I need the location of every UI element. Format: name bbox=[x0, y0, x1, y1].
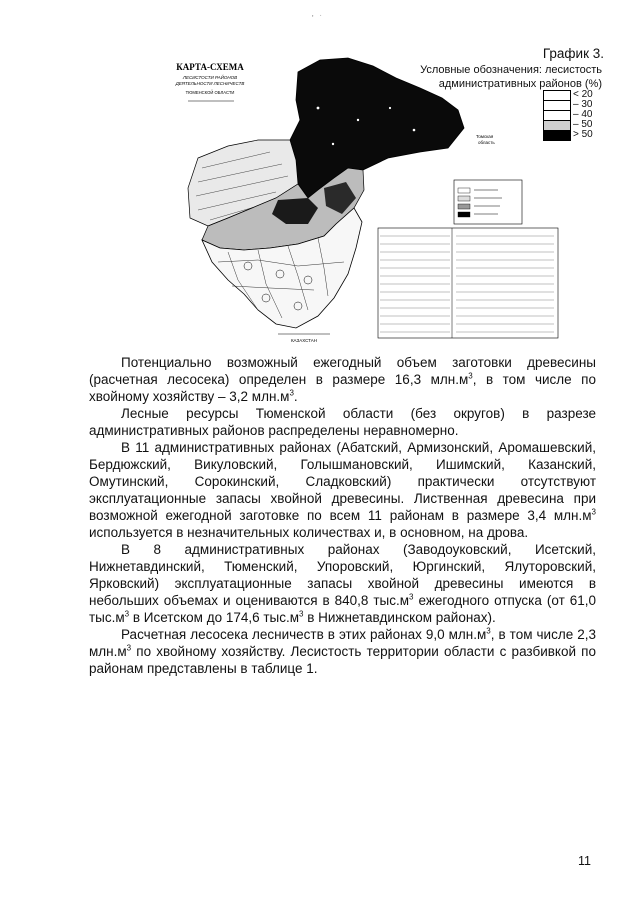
map-inner-legend-swatch bbox=[458, 212, 470, 217]
text-run: Расчетная лесосека лесничеств в этих районах 9,0 млн.м bbox=[121, 627, 487, 642]
text-run: , в том числе 2,3 млн.м bbox=[89, 627, 596, 659]
map-speck bbox=[413, 129, 416, 132]
legend-row bbox=[543, 130, 603, 140]
forest-cover-map-figure bbox=[158, 48, 604, 346]
map-inner-legend-swatch bbox=[458, 196, 470, 201]
superscript: 3 bbox=[591, 507, 596, 517]
map-inner-legend-swatch bbox=[458, 188, 470, 193]
superscript: 3 bbox=[126, 643, 132, 653]
scan-speck: ' ˙ bbox=[312, 14, 325, 23]
text-run: Потенциально возможный ежегодный объем заготовки древесины (расчетная лесосека) определен в размере 16,3 млн.м bbox=[89, 355, 596, 387]
page-number: 11 bbox=[578, 854, 591, 868]
body-text bbox=[89, 354, 596, 677]
paragraph-3 bbox=[89, 439, 596, 541]
legend-title bbox=[352, 63, 602, 91]
paragraph-2: Лесные ресурсы Тюменской области (без округов) в разрезе административных районов распределены неравномерно. bbox=[89, 406, 596, 438]
text-run: в Исетском до 174,6 тыс.м bbox=[129, 610, 300, 625]
legend-title-line2: административных районов (%) bbox=[438, 78, 602, 90]
legend-scale bbox=[543, 90, 603, 140]
map-speck bbox=[317, 107, 320, 110]
text-run: . bbox=[293, 389, 298, 404]
superscript: 3 bbox=[124, 609, 130, 619]
text-run: по хвойному хозяйству. Лесистость территории области с разбивкой по районам представлены в таблице 1. bbox=[89, 644, 596, 676]
superscript: 3 bbox=[299, 609, 304, 619]
superscript: 3 bbox=[468, 371, 473, 381]
text-run: В 11 административных районах (Абатский, Армизонский, Аромашевский, Бердюжский, Викуловский, Голышмановский, Ишимский, Казанский, Омутинский, Сорокинский, Сладковский) практически отсутствуют эксплуатационные запасы хвойной древесины. Лиственная древесина при возможной ежегодной заготовке по всем 11 районам в размере 3,4 млн.м bbox=[89, 440, 596, 523]
map-speck bbox=[389, 107, 391, 109]
legend-value: – 40 bbox=[573, 109, 593, 120]
map-subtitle-3: ТЮМЕНСКОЙ ОБЛАСТИ bbox=[185, 90, 235, 95]
map-east-label-1: Томская bbox=[476, 134, 494, 139]
map-subtitle-2: ДЕЯТЕЛЬНОСТИ ЛЕСНИЧЕСТВ bbox=[175, 81, 245, 86]
legend-value: – 30 bbox=[573, 99, 593, 110]
text-run: в Нижнетавдинском районах). bbox=[303, 610, 496, 625]
legend-value: – 50 bbox=[573, 119, 593, 130]
legend-title-line1: Условные обозначения: лесистость bbox=[420, 64, 602, 76]
map-inner-legend-swatch bbox=[458, 204, 470, 209]
superscript: 3 bbox=[486, 626, 491, 636]
legend-value: > 50 bbox=[573, 129, 593, 140]
paragraph-4 bbox=[89, 541, 596, 626]
paragraph-5 bbox=[89, 626, 596, 677]
map-title: КАРТА-СХЕМА bbox=[176, 62, 244, 72]
map-east-label-2: область bbox=[478, 140, 495, 145]
superscript: 3 bbox=[409, 592, 414, 602]
map-speck bbox=[357, 119, 359, 121]
map-south-label: КАЗАХСТАН bbox=[290, 338, 318, 343]
text-run: , в том числе по хвойному хозяйству – 3,2 млн.м bbox=[89, 372, 596, 404]
text-run: используется в незначительных количествах и, в основном, на дрова. bbox=[89, 525, 529, 540]
map-speck bbox=[332, 143, 334, 145]
map-district-table bbox=[378, 228, 558, 338]
text-run: ежегодного отпуска (от 61,0 тыс.м bbox=[89, 593, 596, 625]
legend-swatch bbox=[543, 130, 571, 141]
superscript: 3 bbox=[289, 388, 294, 398]
legend-value: < 20 bbox=[573, 89, 593, 100]
map-inner-legend bbox=[454, 180, 522, 224]
paragraph-1 bbox=[89, 354, 596, 405]
map-subtitle-1: ЛЕСИСТОСТИ РАЙОНОВ bbox=[182, 75, 238, 80]
graph-label: График 3. bbox=[542, 46, 604, 61]
text-run: В 8 административных районах (Заводоуковский, Исетский, Нижнетавдинский, Тюменский, Упоровский, Юргинский, Ялуторовский, Ярковский) эксплуатационные запасы хвойной древесины имеются в небольших объемах и оцениваются в 840,8 тыс.м bbox=[89, 542, 596, 608]
